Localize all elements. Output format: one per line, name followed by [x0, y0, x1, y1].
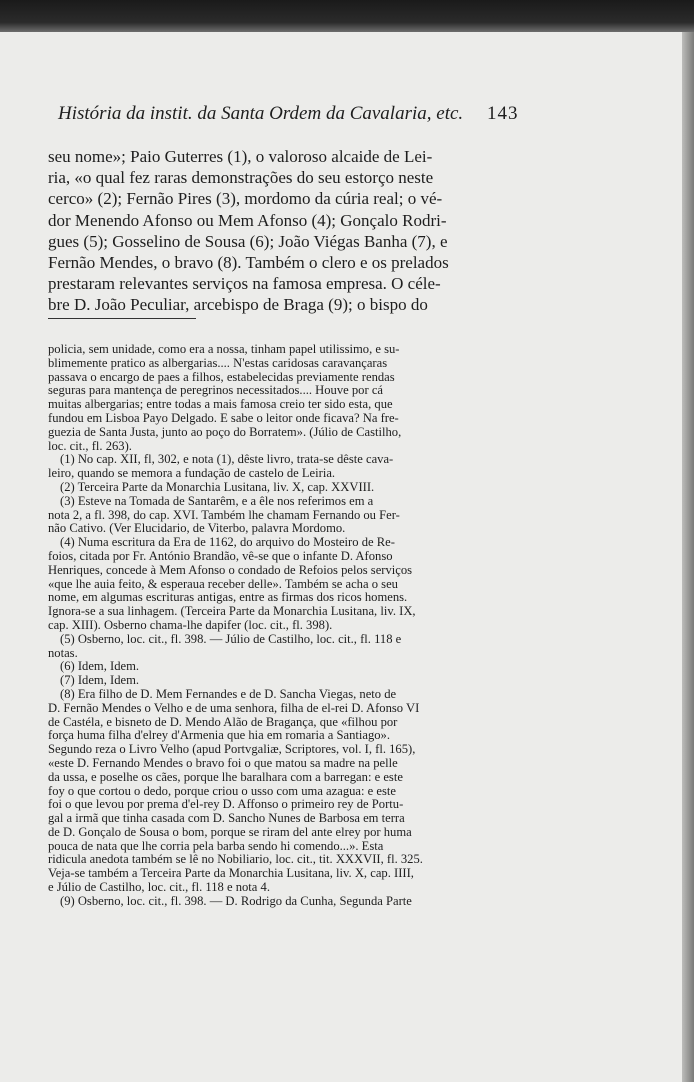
page-right-edge: [682, 32, 694, 1082]
footnote-line: notas.: [48, 646, 78, 660]
footnote-line: (1) No cap. XII, fl, 302, e nota (1), dêste livro, trata-se dêste cava-: [60, 453, 394, 467]
footnote-rule: [48, 318, 196, 319]
footnote-line: ridicula anedota também se lê no Nobiliario, loc. cit., tit. XXXVII, fl. 325.: [48, 853, 423, 867]
footnote-line: leiro, quando se memora a fundação de castelo de Leiria.: [48, 467, 336, 481]
footnote-line: «este D. Fernando Mendes o bravo foi o que matou sa madre na pelle: [48, 756, 398, 770]
footnote-line: (6) Idem, Idem.: [60, 660, 140, 674]
footnotes: [48, 343, 514, 909]
footnote-line: não Cativo. (Ver Elucidario, de Viterbo, palavra Mordomo.: [48, 522, 346, 536]
footnote-line: passava o encargo de paes a filhos, estabelecidas previamente rendas: [48, 370, 395, 384]
text-line: bre D. João Peculiar, arcebispo de Braga (9); o bispo do: [48, 295, 428, 315]
text-line: gues (5); Gosselino de Sousa (6); João Viégas Banha (7), e: [48, 231, 448, 251]
text-line: cerco» (2); Fernão Pires (3), mordomo da cúria real; o vé-: [48, 189, 443, 209]
footnote-line: nota 2, a fl. 398, do cap. XVI. Também lhe chamam Fernando ou Fer-: [48, 508, 400, 522]
text-line: prestaram relevantes serviços na famosa empresa. O céle-: [48, 274, 441, 294]
footnote-line: e Júlio de Castilho, loc. cit., fl. 118 e nota 4.: [48, 881, 270, 895]
text-line: dor Menendo Afonso ou Mem Afonso (4); Gonçalo Rodri-: [48, 210, 447, 230]
footnote-line: pouca de nata que lhe corria pela barba sendo hi comendo...». Esta: [48, 839, 384, 853]
footnote-line: (9) Osberno, loc. cit., fl. 398. — D. Rodrigo da Cunha, Segunda Parte: [60, 894, 412, 908]
footnote-line: (2) Terceira Parte da Monarchia Lusitana, liv. X, cap. XXVIII.: [60, 480, 375, 494]
footnote-line: (3) Esteve na Tomada de Santarêm, e a êle nos referimos em a: [60, 494, 374, 508]
footnote-line: de D. Gonçalo de Sousa o bom, porque se riram del ante elrey por huma: [48, 825, 412, 839]
text-line: seu nome»; Paio Guterres (1), o valoroso alcaide de Lei-: [48, 147, 433, 166]
footnote-line: fundou em Lisboa Payo Delgado. E sabe o leitor onde ficava? Na fre-: [48, 411, 399, 425]
footnote-line: muitas albergarias; entre todas a mais famosa creio ter sido esta, que: [48, 398, 393, 412]
footnote-line: nome, em algumas escrituras antigas, entre as firmas dos ricos homens.: [48, 591, 408, 605]
footnote-line: seguras para mantença de peregrinos necessitados.... Houve por cá: [48, 384, 384, 398]
footnote-line: «que lhe auia feito, & esperaua receber delle». Também se acha o seu: [48, 577, 398, 591]
footnote-line: guezia de Santa Justa, junto ao poço do Borratem». (Júlio de Castilho,: [48, 425, 402, 439]
footnote-line: (8) Era filho de D. Mem Fernandes e de D. Sancha Viegas, neto de: [60, 687, 397, 701]
footnote-line: foi o que levou por prema d'el-rey D. Affonso o primeiro rey de Portu-: [48, 798, 404, 812]
footnote-line: Ignora-se a sua linhagem. (Terceira Parte da Monarchia Lusitana, liv. IX,: [48, 605, 416, 619]
footnote-line: foy o que cortou o dedo, porque criou o usso com uma azagua: e este: [48, 784, 396, 798]
footnote-line: força huma filha d'elrey d'Armenia que hia em romaria a Santiago».: [48, 729, 390, 743]
footnote-line: (4) Numa escritura da Era de 1162, do arquivo do Mosteiro de Re-: [60, 536, 395, 550]
footnote-line: foios, citada por Fr. António Brandão, vê-se que o infante D. Afonso: [48, 549, 393, 563]
running-header: História da instit. da Santa Ordem da Cavalaria, etc.: [58, 103, 464, 124]
footnote-line: de Castéla, e bisneto de D. Mendo Alão de Bragança, que «filhou por: [48, 715, 398, 729]
page-number: 143: [487, 103, 519, 124]
footnote-line: (5) Osberno, loc. cit., fl. 398. — Júlio de Castilho, loc. cit., fl. 118 e: [60, 632, 402, 646]
footnote-line: da ussa, e poselhe os cães, porque lhe baralhara com a barregan: e este: [48, 770, 403, 784]
footnote-line: policia, sem unidade, como era a nossa, tinham papel utilissimo, e su-: [48, 343, 400, 356]
text-line: Fernão Mendes, o bravo (8). Também o clero e os prelados: [48, 253, 449, 273]
footnote-line: D. Fernão Mendes o Velho e de uma senhora, filha de el-rei D. Afonso VI: [48, 701, 420, 715]
footnote-line: (7) Idem, Idem.: [60, 674, 140, 688]
footnote-line: Veja-se também a Terceira Parte da Monarchia Lusitana, liv. X, cap. IIII,: [48, 867, 414, 881]
footnote-line: Segundo reza o Livro Velho (apud Portvgaliæ, Scriptores, vol. I, fl. 165),: [48, 743, 416, 757]
footnote-line: gal a irmã que tinha casada com D. Sancho Nunes de Barbosa em terra: [48, 812, 405, 826]
footnote-line: cap. XIII). Osberno chama-lhe dapifer (loc. cit., fl. 398).: [48, 618, 333, 632]
footnote-line: Henriques, concede à Mem Afonso o condado de Refoios pelos serviços: [48, 563, 413, 577]
scan-top-edge: [0, 0, 694, 32]
text-line: ria, «o qual fez raras demonstrações do seu estorço neste: [48, 168, 434, 188]
main-text: [48, 146, 514, 316]
footnote-line: blimemente pratico as albergarias.... N'estas caridosas caravançaras: [48, 356, 388, 370]
footnote-line: loc. cit., fl. 263).: [48, 439, 132, 453]
